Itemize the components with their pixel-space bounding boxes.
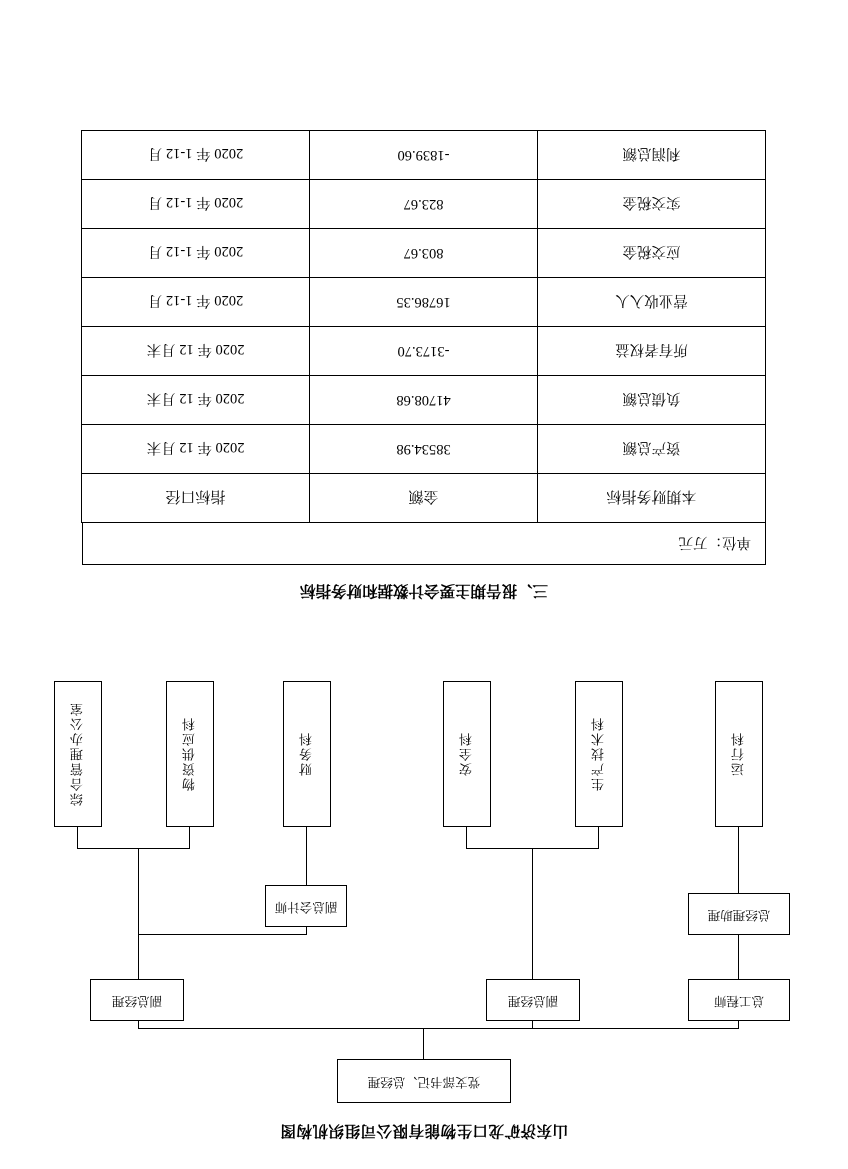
org-node-label: 副总会计师 (274, 899, 338, 914)
table-row (82, 327, 766, 376)
column-header-amount: 金额 (310, 474, 538, 523)
table-row (82, 278, 766, 327)
cell-indicator: 利润总额 (538, 131, 766, 180)
cell-indicator: 应交税金 (538, 229, 766, 278)
table-row (82, 131, 766, 180)
connector-bus-top (139, 1028, 739, 1029)
org-node-label: 总工程师 (714, 993, 765, 1008)
cell-indicator: 负债总额 (538, 376, 766, 425)
org-node-gm-assistant (688, 893, 790, 935)
table-header-row (82, 474, 766, 523)
cell-period: 2020 年 12 月末 (82, 425, 310, 474)
cell-amount: 38534.98 (310, 425, 538, 474)
org-node-label: 生产技术科 (590, 716, 606, 792)
org-node-label: 物资供应科 (181, 716, 197, 792)
connector-drop-supply (189, 827, 190, 849)
org-node-deputy-gm-1 (486, 979, 580, 1021)
cell-period: 2020 年 1-12 月 (82, 229, 310, 278)
org-chart (0, 629, 848, 1169)
org-node-chief-engineer (688, 979, 790, 1021)
financial-indicators-table (81, 130, 766, 523)
table-row (82, 229, 766, 278)
org-node-supply-dept (166, 681, 214, 827)
cell-period: 2020 年 1-12 月 (82, 131, 310, 180)
org-node-deputy-chief-accountant (265, 885, 347, 927)
cell-period: 2020 年 12 月末 (82, 376, 310, 425)
org-node-label: 综合管理办公室 (69, 701, 85, 807)
cell-period: 2020 年 12 月末 (82, 327, 310, 376)
connector-drop-office (77, 827, 78, 849)
connector-drop-chief-engineer (738, 1021, 739, 1029)
org-node-safety-dept (443, 681, 491, 827)
connector-drop-dgm2 (138, 1021, 139, 1029)
org-node-label: 安全科 (458, 731, 474, 777)
connector-drop-deputy-accountant (306, 927, 307, 935)
table-unit-label: 单位：万元 (678, 534, 751, 550)
org-node-deputy-gm-2 (90, 979, 184, 1021)
org-node-general-manager (337, 1059, 511, 1103)
column-header-indicator: 本期财务指标 (538, 474, 766, 523)
org-node-transport-dept (715, 681, 763, 827)
cell-period: 2020 年 1-12 月 (82, 278, 310, 327)
cell-period: 2020 年 1-12 月 (82, 180, 310, 229)
org-node-general-office (54, 681, 102, 827)
section-heading: 三、报告期主要会计数据和财务指标 (300, 582, 549, 599)
org-node-label: 总经理助理 (707, 907, 771, 922)
table-unit-row (82, 523, 766, 565)
connector-dgm2-down-2 (138, 849, 139, 935)
cell-amount: 823.67 (310, 180, 538, 229)
connector-trunk (423, 1029, 424, 1059)
cell-indicator: 实交税金 (538, 180, 766, 229)
cell-indicator: 资产总额 (538, 425, 766, 474)
table-row (82, 180, 766, 229)
connector-accountant-to-finance (306, 827, 307, 885)
org-chart-title: 山东济矿龙口生物能有限公司组织机构图 (280, 1122, 569, 1139)
connector-dgm1-down (532, 849, 533, 979)
table-row (82, 425, 766, 474)
cell-indicator: 所有者权益 (538, 327, 766, 376)
org-node-finance-dept (283, 681, 331, 827)
column-header-period: 指标口径 (82, 474, 310, 523)
connector-drop-dgm1 (532, 1021, 533, 1029)
org-node-label: 党支部书记、总经理 (367, 1074, 481, 1089)
connector-chief-engineer-to-assistant (738, 935, 739, 979)
org-node-label: 财务科 (298, 731, 314, 777)
cell-amount: -1839.60 (310, 131, 538, 180)
financial-table-zone (82, 130, 766, 565)
cell-indicator: 营业收入人 (538, 278, 766, 327)
cell-amount: 16786.35 (310, 278, 538, 327)
connector-drop-safety (466, 827, 467, 849)
connector-dgm2-bus-upper (139, 934, 307, 935)
cell-amount: 803.67 (310, 229, 538, 278)
connector-dgm1-bus (467, 848, 599, 849)
org-node-label: 副总经理 (508, 993, 559, 1008)
connector-dgm2-bus-lower (78, 848, 190, 849)
connector-dgm2-down (138, 935, 139, 979)
org-node-label: 副总经理 (112, 993, 163, 1008)
connector-drop-prod-tech (598, 827, 599, 849)
cell-amount: -3173.70 (310, 327, 538, 376)
cell-amount: 41708.68 (310, 376, 538, 425)
org-node-label: 运行科 (730, 731, 746, 777)
table-row (82, 376, 766, 425)
connector-assistant-to-transport (738, 827, 739, 893)
org-node-production-tech-dept (575, 681, 623, 827)
